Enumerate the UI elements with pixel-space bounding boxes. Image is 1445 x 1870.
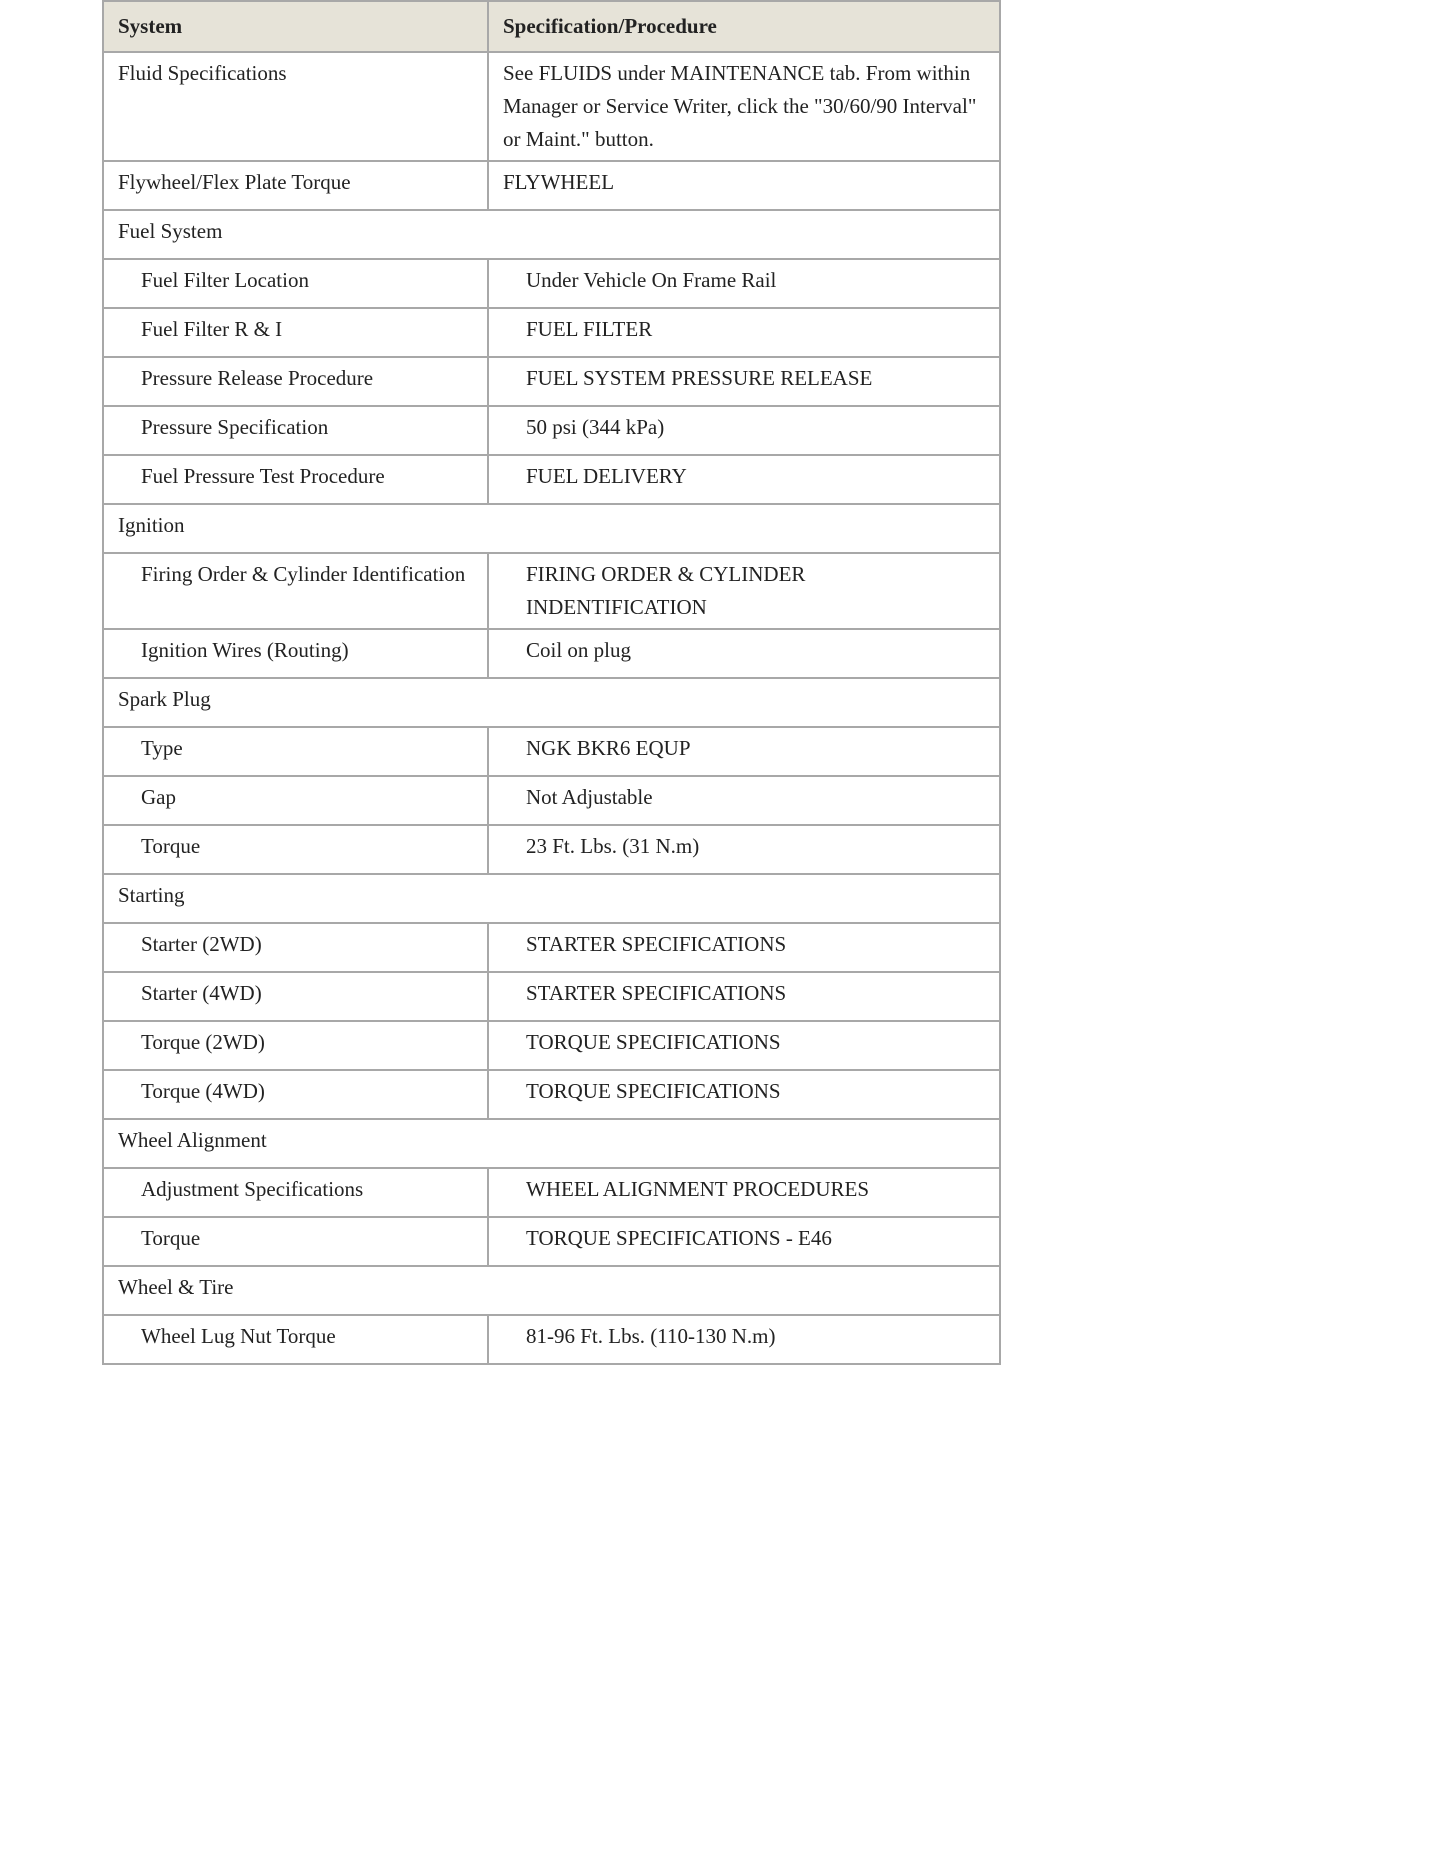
system-cell: Torque (2WD) xyxy=(103,1021,488,1070)
spec-cell: TORQUE SPECIFICATIONS xyxy=(488,1021,1000,1070)
system-cell: Fluid Specifications xyxy=(103,52,488,161)
system-cell: Wheel Lug Nut Torque xyxy=(103,1315,488,1364)
table-row xyxy=(103,406,1000,455)
section-title: Fuel System xyxy=(103,210,1000,259)
table-row xyxy=(103,308,1000,357)
spec-cell: STARTER SPECIFICATIONS xyxy=(488,923,1000,972)
table-row xyxy=(103,825,1000,874)
spec-table xyxy=(102,0,1001,1365)
table-row xyxy=(103,1315,1000,1364)
spec-cell: NGK BKR6 EQUP xyxy=(488,727,1000,776)
section-title: Wheel Alignment xyxy=(103,1119,1000,1168)
system-cell: Starter (4WD) xyxy=(103,972,488,1021)
spec-cell: Not Adjustable xyxy=(488,776,1000,825)
header-system: System xyxy=(103,1,488,52)
table-row xyxy=(103,923,1000,972)
table-row xyxy=(103,1070,1000,1119)
system-cell: Torque (4WD) xyxy=(103,1070,488,1119)
system-cell: Starter (2WD) xyxy=(103,923,488,972)
spec-cell: 50 psi (344 kPa) xyxy=(488,406,1000,455)
spec-cell: TORQUE SPECIFICATIONS - E46 xyxy=(488,1217,1000,1266)
system-cell: Gap xyxy=(103,776,488,825)
spec-cell: STARTER SPECIFICATIONS xyxy=(488,972,1000,1021)
system-cell: Fuel Filter R & I xyxy=(103,308,488,357)
table-row xyxy=(103,455,1000,504)
system-cell: Torque xyxy=(103,825,488,874)
spec-cell: Under Vehicle On Frame Rail xyxy=(488,259,1000,308)
table-row xyxy=(103,52,1000,161)
table-row xyxy=(103,727,1000,776)
header-row xyxy=(103,1,1000,52)
table-row xyxy=(103,1217,1000,1266)
table-row xyxy=(103,776,1000,825)
system-cell: Ignition Wires (Routing) xyxy=(103,629,488,678)
spec-cell: FUEL SYSTEM PRESSURE RELEASE xyxy=(488,357,1000,406)
header-spec: Specification/Procedure xyxy=(488,1,1000,52)
table-row xyxy=(103,629,1000,678)
table-row xyxy=(103,1168,1000,1217)
section-row xyxy=(103,874,1000,923)
spec-cell: TORQUE SPECIFICATIONS xyxy=(488,1070,1000,1119)
table-header xyxy=(103,1,1000,52)
system-cell: Fuel Pressure Test Procedure xyxy=(103,455,488,504)
system-cell: Torque xyxy=(103,1217,488,1266)
system-cell: Flywheel/Flex Plate Torque xyxy=(103,161,488,210)
section-title: Spark Plug xyxy=(103,678,1000,727)
system-cell: Pressure Specification xyxy=(103,406,488,455)
table-row xyxy=(103,553,1000,629)
system-cell: Firing Order & Cylinder Identification xyxy=(103,553,488,629)
table-row xyxy=(103,972,1000,1021)
section-row xyxy=(103,1119,1000,1168)
spec-cell: 23 Ft. Lbs. (31 N.m) xyxy=(488,825,1000,874)
section-title: Wheel & Tire xyxy=(103,1266,1000,1315)
spec-cell: See FLUIDS under MAINTENANCE tab. From within Manager or Service Writer, click the "30/60/90 Interval" or Maint." button. xyxy=(488,52,1000,161)
table-body xyxy=(103,52,1000,1364)
section-row xyxy=(103,678,1000,727)
spec-cell: FIRING ORDER & CYLINDER INDENTIFICATION xyxy=(488,553,1000,629)
table-row xyxy=(103,1021,1000,1070)
spec-cell: FUEL DELIVERY xyxy=(488,455,1000,504)
system-cell: Fuel Filter Location xyxy=(103,259,488,308)
table-row xyxy=(103,161,1000,210)
spec-cell: Coil on plug xyxy=(488,629,1000,678)
table-row xyxy=(103,259,1000,308)
section-row xyxy=(103,210,1000,259)
section-title: Starting xyxy=(103,874,1000,923)
spec-cell: WHEEL ALIGNMENT PROCEDURES xyxy=(488,1168,1000,1217)
section-title: Ignition xyxy=(103,504,1000,553)
section-row xyxy=(103,1266,1000,1315)
section-row xyxy=(103,504,1000,553)
table-row xyxy=(103,357,1000,406)
system-cell: Type xyxy=(103,727,488,776)
spec-cell: FLYWHEEL xyxy=(488,161,1000,210)
spec-cell: FUEL FILTER xyxy=(488,308,1000,357)
system-cell: Pressure Release Procedure xyxy=(103,357,488,406)
spec-cell: 81-96 Ft. Lbs. (110-130 N.m) xyxy=(488,1315,1000,1364)
system-cell: Adjustment Specifications xyxy=(103,1168,488,1217)
